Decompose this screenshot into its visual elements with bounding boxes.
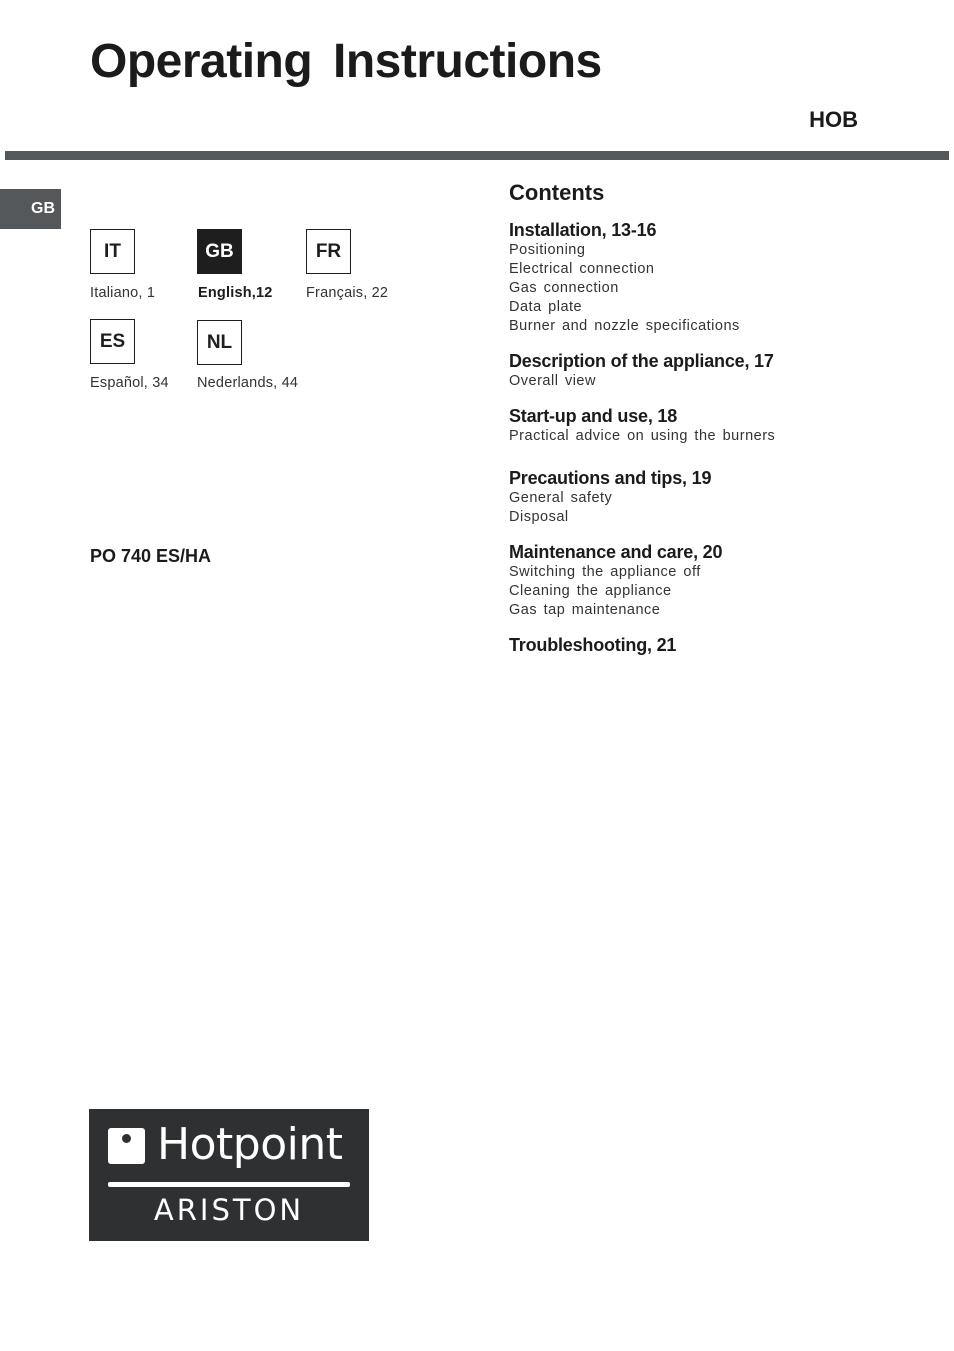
- lang-box-fr[interactable]: FR: [306, 229, 351, 274]
- lang-caption-fr: Français, 22: [306, 285, 389, 301]
- logo-dot: [122, 1134, 131, 1143]
- header-rule: [5, 151, 949, 160]
- lang-caption-nl: Nederlands, 44: [197, 375, 299, 391]
- toc-section-title[interactable]: Description of the appliance, 17: [509, 351, 774, 371]
- toc-section-title[interactable]: Installation, 13-16: [509, 220, 657, 240]
- toc-item[interactable]: Cleaning the appliance: [509, 583, 672, 599]
- language-side-tab: GB: [0, 189, 61, 229]
- lang-caption-it: Italiano, 1: [90, 285, 156, 301]
- page-title: Operating Instructions: [90, 35, 602, 88]
- model-number: PO 740 ES/HA: [90, 546, 212, 566]
- toc-section-maintenance: [509, 541, 929, 620]
- toc-section-description: [509, 350, 929, 391]
- lang-box-es[interactable]: ES: [90, 319, 135, 364]
- toc-item[interactable]: Positioning: [509, 242, 586, 258]
- toc-section-installation: [509, 219, 929, 336]
- lang-box-it[interactable]: IT: [90, 229, 135, 274]
- hotpoint-ariston-logo: [89, 1109, 369, 1241]
- toc-item[interactable]: Gas connection: [509, 280, 619, 296]
- toc-item[interactable]: Switching the appliance off: [509, 564, 701, 580]
- product-type: HOB: [809, 107, 858, 132]
- toc-item[interactable]: Overall view: [509, 373, 596, 389]
- logo-mark-icon: [108, 1128, 145, 1164]
- lang-caption-gb: English,12: [198, 285, 273, 301]
- toc-section-precautions: [509, 467, 929, 527]
- toc-section-title[interactable]: Maintenance and care, 20: [509, 542, 723, 562]
- table-of-contents: [509, 180, 929, 670]
- logo-brand-text: Hotpoint: [157, 1119, 343, 1170]
- toc-item[interactable]: Data plate: [509, 299, 583, 315]
- toc-item[interactable]: Gas tap maintenance: [509, 602, 661, 618]
- toc-section-startup: [509, 405, 929, 446]
- logo-sub-text: ARISTON: [153, 1193, 305, 1227]
- toc-item[interactable]: General safety: [509, 490, 613, 506]
- lang-box-gb[interactable]: GB: [197, 229, 242, 274]
- toc-section-title[interactable]: Precautions and tips, 19: [509, 468, 712, 488]
- contents-heading: Contents: [509, 180, 605, 205]
- toc-section-troubleshooting: [509, 634, 929, 656]
- toc-item[interactable]: Practical advice on using the burners: [509, 428, 776, 444]
- toc-section-title[interactable]: Troubleshooting, 21: [509, 635, 677, 655]
- lang-box-nl[interactable]: NL: [197, 320, 242, 365]
- toc-section-title[interactable]: Start-up and use, 18: [509, 406, 678, 426]
- toc-item[interactable]: Disposal: [509, 509, 569, 525]
- toc-item[interactable]: Electrical connection: [509, 261, 655, 277]
- lang-caption-es: Español, 34: [90, 375, 169, 391]
- logo-divider: [108, 1182, 350, 1187]
- toc-item[interactable]: Burner and nozzle specifications: [509, 318, 740, 334]
